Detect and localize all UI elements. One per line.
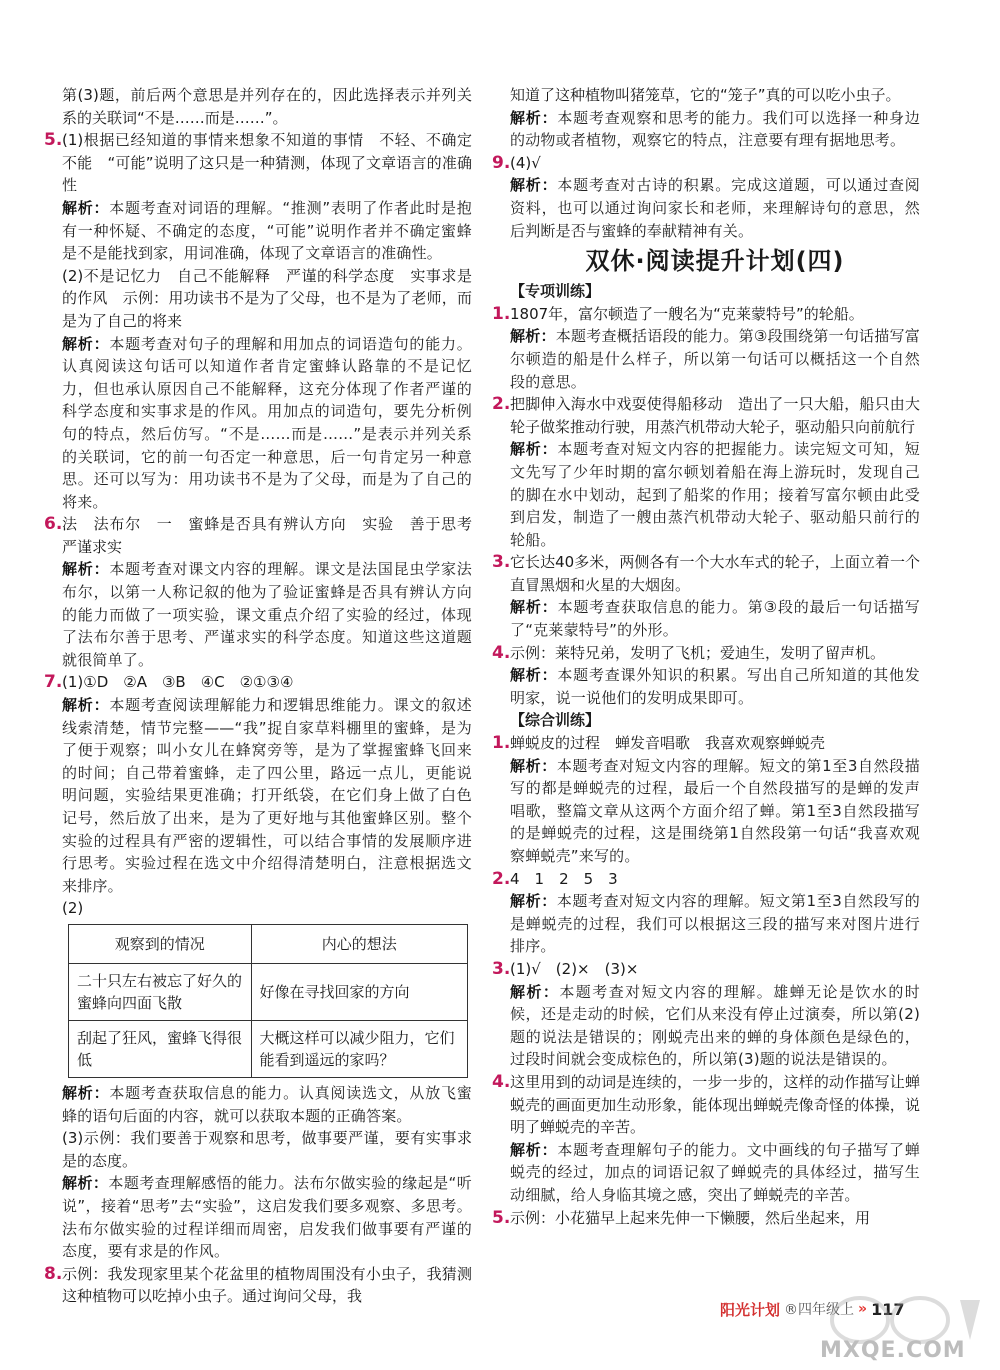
- question-number: 9.: [492, 152, 511, 173]
- analysis-label: 解析：: [510, 440, 558, 459]
- analysis-text: [62, 197, 472, 265]
- answer-text: 1807年，富尔顿造了一艘名为“克莱蒙特号”的轮船。: [510, 304, 864, 323]
- special-question-1: [492, 303, 920, 393]
- answer-text: (1)√ (2)× (3)×: [510, 959, 639, 978]
- analysis-body: 本题考查对短文内容的理解。短文的第1至3自然段描写的都是蝉蜕壳的过程，最后一个自然段描写的是蝉的发声唱歌，整篇文章从这两个方面介绍了蝉。第1至3自然段描写的是蝉蜕壳的过程，这是围绕第1自然段第一句话“我喜欢观察蝉蜕壳”来写的。: [510, 756, 920, 865]
- table-cell: 好像在寻找回家的方向: [251, 963, 467, 1020]
- question-number: 5.: [44, 130, 63, 151]
- analysis-text: [62, 1172, 472, 1262]
- table-header-cell: 内心的想法: [251, 924, 467, 963]
- answer-text: 法 法布尔 一 蜜蜂是否具有辨认方向 实验 善于思考 严谨求实: [62, 515, 488, 556]
- section-title: 双休·阅读提升计划(四): [585, 247, 845, 276]
- analysis-text: [62, 333, 472, 514]
- part-label: (2): [62, 899, 84, 918]
- analysis-text: [62, 694, 472, 897]
- table-cell: 刮起了狂风，蜜蜂飞得很低: [69, 1020, 252, 1077]
- question-number: 1.: [492, 733, 511, 754]
- answer-text: 这里用到的动词是连续的，一步一步的，这样的动作描写让蝉蜕壳的画面更加生动形象，能体现出蝉蜕壳像奇怪的体操，说明了蝉蜕壳的辛苦。: [510, 1072, 920, 1137]
- analysis-body: 本题考查对课文内容的理解。课文是法国昆虫学家法布尔，以第一人称记叙的他为了验证蜜蜂是否具有辨认方向的能力而做了一项实验，课文重点介绍了实验的经过，体现了法布尔善于思考、严谨求实的科学态度。知道这些这道题就很简单了。: [62, 560, 472, 669]
- question-number: 6.: [44, 514, 63, 535]
- question-number: 7.: [44, 672, 63, 693]
- analysis-body: 本题考查理解感悟的能力。法布尔做实验的缘起是“听说”，接着“思考”去“实验”，这启发我们要多观察、多思考。法布尔做实验的过程详细而周密，启发我们做事要有严谨的态度，要有求是的作风。: [62, 1174, 472, 1261]
- analysis-body: 本题考查阅读理解能力和逻辑思维能力。课文的叙述线索清楚，情节完整——“我”捉自家草料棚里的蜜蜂，是为了便于观察；叫小女儿在蜂窝旁等，是为了掌握蜜蜂飞回来的时间；自己带着蜜蜂，走了四公里，路远一点儿，更能说明问题，实验结果更准确；打开纸袋，在它们身上做了白色记号，然后放了出来，是为了更好地与其他蜜蜂区别。整个实验的过程具有严密的逻辑性，可以结合事情的发展顺序进行思考。实验过程在选文中介绍得清楚明白，注意根据选文来排序。: [62, 696, 472, 895]
- analysis-text: [510, 981, 920, 1071]
- question-6: [44, 513, 488, 671]
- analysis-label: 解析：: [62, 1083, 110, 1102]
- table-header-cell: 观察到的情况: [69, 924, 252, 963]
- q4-continuation: [62, 84, 472, 129]
- analysis-body: 本题考查对词语的理解。“推测”表明了作者此时是抱有一种怀疑、不确定的态度，“可能”说明作者并不确定蜜蜂是不是能找到家，用词准确，体现了文章语言的准确性。: [62, 198, 472, 263]
- chevron-right-icon: »: [858, 1301, 868, 1317]
- observation-table: [68, 924, 468, 1078]
- analysis-body: 本题考查对短文内容的把握能力。读完短文可知，短文先写了少年时期的富尔顿划着船在海上游玩时，发现自己的脚在水中划动，起到了船桨的作用；接着写富尔顿由此受到启发，制造了一艘由蒸汽机带动大轮子、驱动船只前行的轮船。: [510, 440, 920, 549]
- special-training-label: 【专项训练】: [510, 282, 601, 301]
- analysis-text: [510, 664, 920, 709]
- analysis-label: 解析：: [510, 598, 558, 617]
- answer-text: 把脚伸入海水中戏耍使得船移动 造出了一只大船，船只由大轮子做桨推动行驶，用蒸汽机带动大轮子，驱动船只向前航行: [510, 395, 920, 436]
- table-header-row: [69, 924, 468, 963]
- right-column: [492, 84, 920, 1229]
- answer-text: 蝉蜕皮的过程 蝉发音唱歌 我喜欢观察蝉蜕壳: [510, 734, 826, 753]
- analysis-body: 本题考查对古诗的积累。完成这道题，可以通过查阅资料，也可以通过询问家长和老师，来理解诗句的意思，然后判断是否与蜜蜂的奉献精神有关。: [510, 176, 920, 240]
- analysis-label: 解析：: [510, 892, 557, 911]
- answer-text: 它长达40多米，两侧各有一个大水车式的轮子，上面立着一个直冒黑烟和火星的大烟囱。: [510, 553, 920, 594]
- question-number: 5.: [492, 1207, 511, 1228]
- comprehensive-question-1: [492, 732, 920, 868]
- comprehensive-question-3: [492, 958, 920, 1071]
- grade-label: ®四年级上: [784, 1302, 855, 1318]
- question-8: [44, 1263, 472, 1308]
- answer-text: (4)√: [510, 153, 541, 172]
- brand-name: 阳光计划: [720, 1300, 781, 1319]
- answer-text: 知道了这种植物叫猪笼草，它的“笼子”真的可以吃小虫子。: [510, 86, 901, 104]
- answer-text: (3)示例：我们要善于观察和思考，做事要严谨，要有实事求是的态度。: [62, 1129, 472, 1170]
- analysis-text: [510, 596, 920, 641]
- analysis-label: 解析：: [62, 696, 110, 715]
- comprehensive-question-2: [492, 868, 920, 958]
- comprehensive-question-5: [492, 1207, 920, 1230]
- analysis-text: [510, 325, 920, 393]
- answer-text: (1)①D ②A ③B ④C ②①③④: [62, 673, 294, 692]
- analysis-text: [510, 890, 920, 958]
- table-row: [69, 963, 468, 1020]
- analysis-body: 本题考查理解句子的能力。文中画线的句子描写了蝉蜕壳的经过，加点的词语记叙了蝉蜕壳的具体经过，描写生动细腻，给人身临其境之感，突出了蝉蜕壳的辛苦。: [510, 1140, 920, 1204]
- answer-text: 4 1 2 5 3: [510, 869, 618, 888]
- analysis-body: 本题考查获取信息的能力。第③段的最后一句话描写了“克莱蒙特号”的外形。: [510, 598, 920, 640]
- analysis-label: 解析：: [510, 666, 558, 685]
- analysis-label: 解析：: [62, 198, 110, 217]
- analysis-text: [510, 1139, 920, 1207]
- answer-text: (2)不是记忆力 自己不能解释 严谨的科学态度 实事求是的作风 示例：用功读书不是为了父母，也不是为了老师，而是为了自己的将来: [62, 266, 472, 330]
- analysis-body: 本题考查课外知识的积累。写出自己所知道的其他发明家，说一说他们的发明成果即可。: [510, 666, 920, 707]
- answer-text: 示例：莱特兄弟，发明了飞机；爱迪生，发明了留声机。: [510, 643, 886, 662]
- watermark-text: MXQE.COM: [820, 1338, 966, 1363]
- analysis-body: 本题考查对句子的理解和用加点的词语造句的能力。认真阅读这句话可以知道作者肯定蜜蜂认路靠的不是记忆力，但也承认原因自己不能解释，这充分体现了作者严谨的科学态度和实事求是的作风。用加点的词造句，要先分析例句的特点，然后仿写。“不是……而是……”是表示并列关系的关联词，它的前一句否定一种意思，后一句肯定另一种意思。还可以写为：用功读书不是为了父母，而是为了自己的将来。: [62, 334, 472, 511]
- question-number: 8.: [44, 1263, 63, 1284]
- question-5: [44, 129, 488, 513]
- analysis-body: 本题考查对短文内容的理解。雄蝉无论是饮水的时候，还是走动的时候，它们从来没有停止过演奏，所以第(2)题的说法是错误的；刚蜕壳出来的蝉的身体颜色是绿色的，过段时间就会变成棕色的，所以第(3)题的说法是错误的。: [510, 982, 920, 1069]
- question-number: 3.: [492, 552, 511, 573]
- special-question-3: [492, 551, 920, 641]
- question-number: 1.: [492, 303, 511, 324]
- question-number: 2.: [492, 868, 511, 889]
- q8-continuation: [510, 84, 920, 152]
- table-cell: 二十只左右被忘了好久的蜜蜂向四面飞散: [69, 963, 252, 1020]
- analysis-label: 解析：: [510, 176, 558, 195]
- answer-text: 示例：小花猫早上起来先伸一下懒腰，然后坐起来，用: [510, 1208, 871, 1227]
- analysis-body: 本题考查概括语段的能力。第③段围绕第一句话描写富尔顿造的船是什么样子，所以第一句话可以概括这一个自然段的意思。: [510, 327, 920, 391]
- analysis-label: 解析：: [510, 1140, 558, 1159]
- special-question-2: [492, 393, 920, 551]
- analysis-text: [510, 107, 920, 152]
- analysis-body: 本题考查对短文内容的理解。短文第1至3自然段写的是蝉蜕壳的过程，我们可以根据这三段的描写来对图片进行排序。: [510, 892, 920, 956]
- analysis-label: 解析：: [510, 327, 556, 346]
- analysis-label: 解析：: [510, 982, 560, 1001]
- question-number: 2.: [492, 394, 511, 415]
- analysis-label: 解析：: [510, 756, 557, 775]
- answer-text: 示例：我发现家里某个花盆里的植物周围没有小虫子，我猜测这种植物可以吃掉小虫子。通过询问父母，我: [62, 1264, 472, 1306]
- analysis-label: 解析：: [62, 334, 110, 353]
- question-number: 4.: [492, 642, 511, 663]
- comprehensive-training-label: 【综合训练】: [510, 711, 601, 730]
- question-7: [44, 671, 472, 1262]
- left-column: [44, 84, 488, 1308]
- answer-text: (1)根据已经知道的事情来想象不知道的事情 不轻、不确定 不能 “可能”说明了这只是一种猜测，体现了文章语言的准确性: [62, 131, 488, 195]
- analysis-text: [510, 438, 920, 551]
- question-number: 3.: [492, 958, 511, 979]
- analysis-body: 本题考查获取信息的能力。认真阅读选文，从放飞蜜蜂的语句后面的内容，就可以获取本题的正确答案。: [62, 1083, 472, 1125]
- q4-continuation-text: 第(3)题，前后两个意思是并列存在的，因此选择表示并列关系的关联词“不是……而是……”。: [62, 86, 472, 127]
- question-number: 4.: [492, 1071, 511, 1092]
- analysis-label: 解析：: [62, 1174, 109, 1193]
- analysis-body: 本题考查观察和思考的能力。我们可以选择一种身边的动物或者植物，观察它的特点，注意要有理有据地思考。: [510, 108, 920, 150]
- page-number: 117: [871, 1299, 905, 1319]
- analysis-label: 解析：: [62, 560, 110, 579]
- analysis-label: 解析：: [510, 108, 558, 127]
- special-question-4: [492, 642, 920, 710]
- comprehensive-question-4: [492, 1071, 920, 1207]
- page-footer: [720, 1296, 904, 1322]
- analysis-text: [62, 558, 472, 671]
- analysis-text: [62, 1082, 472, 1127]
- analysis-text: [510, 174, 920, 242]
- question-9: [492, 152, 920, 242]
- table-row: [69, 1020, 468, 1077]
- table-cell: 大概这样可以减少阻力，它们能看到遥远的家吗？: [251, 1020, 467, 1077]
- analysis-text: [510, 755, 920, 868]
